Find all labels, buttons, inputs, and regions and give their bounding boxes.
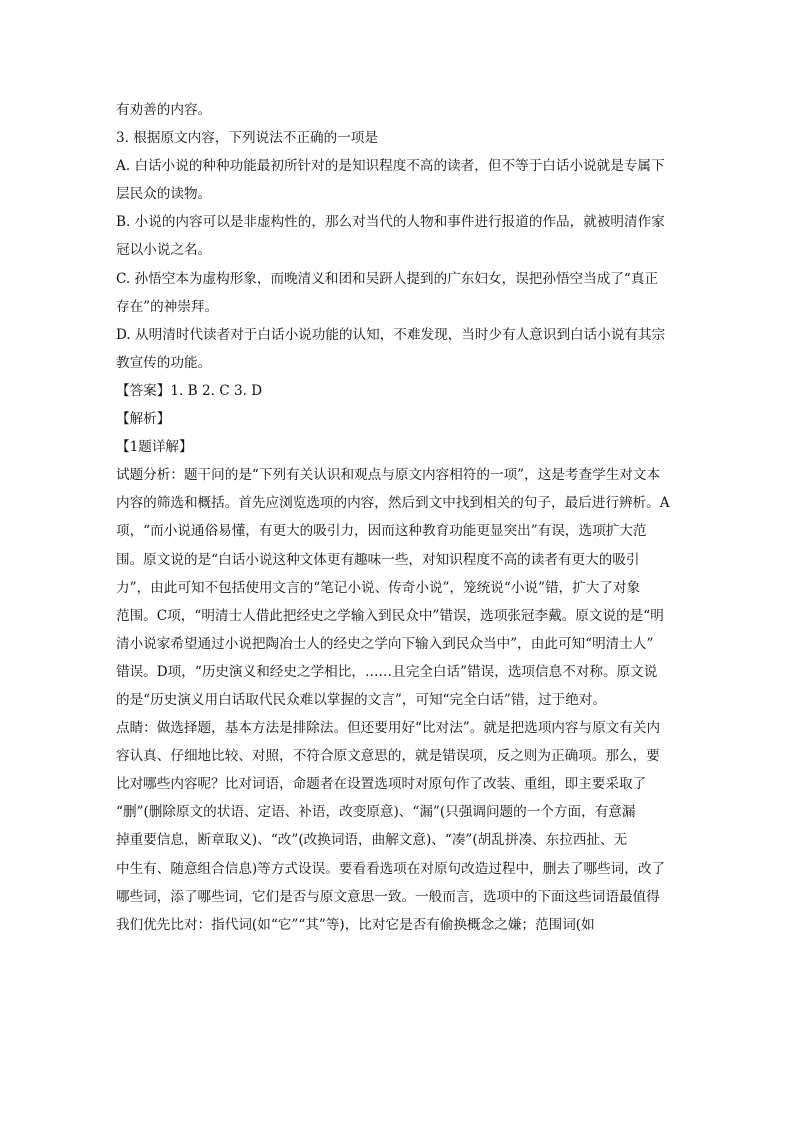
tip-line: 容认真、仔细地比较、对照，不符合原文意思的，就是错误项，反之则为正确项。那么，要	[116, 748, 660, 765]
question-3-stem: 3. 根据原文内容，下列说法不正确的一项是	[116, 130, 378, 147]
tip-line: 中生有、随意组合信息)等方式设误。要看看选项在对原句改造过程中，删去了哪些词，改了	[116, 860, 666, 877]
option-a-line-2: 层民众的读物。	[116, 186, 212, 203]
explanation-line: 清小说家希望通过小说把陶冶士人的经史之学向下输入到民众当中”，由此可知“明清士人”	[116, 635, 654, 652]
explanation-line: 力”，由此可知不包括使用文言的“笔记小说、传奇小说”，笼统说“小说”错，扩大了对象	[116, 579, 641, 596]
explanation-line: 错误。D项，“历史演义和经史之学相比，……且完全白话”错误，选项信息不对称。原文说	[116, 663, 658, 680]
explanation-line: 范围。C项，“明清士人借此把经史之学输入到民众中”错误，选项张冠李戴。原文说的是“明	[116, 607, 664, 624]
tip-line: 我们优先比对：指代词(如“它”“其”等)，比对它是否有偷换概念之嫌；范围词(如	[116, 916, 595, 933]
option-b-line-2: 冠以小说之名。	[116, 242, 212, 259]
answer-line: 【答案】1. B 2. C 3. D	[116, 382, 263, 399]
q1-detail-heading: 【1题详解】	[116, 439, 193, 456]
tip-line: 比对哪些内容呢？比对词语，命题者在设置选项时对原句作了改装、重组，即主要采取了	[116, 776, 647, 793]
explanation-line: 内容的筛选和概括。首先应浏览选项的内容，然后到文中找到相关的句子，最后进行辨析。A	[116, 495, 670, 512]
explanation-line: 试题分析：题干问的是“下列有关认识和观点与原文内容相符的一项”，这是考查学生对文本	[116, 467, 661, 484]
text-line: 有劝善的内容。	[116, 102, 212, 118]
option-d-line-2: 教宣传的功能。	[116, 354, 212, 371]
analysis-heading: 【解析】	[116, 411, 171, 428]
document-page	[116, 96, 680, 939]
tip-line: “删”(删除原文的状语、定语、补语，改变原意)、“漏”(只强调问题的一个方面，有意漏	[116, 804, 636, 821]
tip-line: 哪些词，添了哪些词，它们是否与原文意思一致。一般而言，选项中的下面这些词语最值得	[116, 888, 660, 905]
option-b-line-1: B. 小说的内容可以是非虚构性的，那么对当代的人物和事件进行报道的作品，就被明清作家	[116, 214, 665, 231]
option-a-line-1: A. 白话小说的种种功能最初所针对的是知识程度不高的读者，但不等于白话小说就是专属下	[116, 158, 665, 175]
explanation-line: 围。原文说的是“白话小说这种文体更有趣味一些，对知识程度不高的读者有更大的吸引	[116, 551, 640, 568]
option-c-line-1: C. 孙悟空本为虚构形象，而晚清义和团和吴趼人提到的广东妇女，误把孙悟空当成了“真正	[116, 270, 659, 287]
explanation-line: 项，“而小说通俗易懂，有更大的吸引力，因而这种教育功能更显突出”有误，选项扩大范	[116, 523, 647, 540]
option-d-line-1: D. 从明清时代读者对于白话小说功能的认知，不难发现，当时少有人意识到白话小说有其宗	[116, 326, 666, 343]
explanation-line: 的是“历史演义用白话取代民众难以掌握的文言”，可知“完全白话”错，过于绝对。	[116, 691, 606, 708]
tip-line: 掉重要信息，断章取义)、“改”(改换词语，曲解文意)、“凑”(胡乱拼凑、东拉西扯、无	[116, 832, 628, 849]
tip-line: 点睛：做选择题，基本方法是排除法。但还要用好“比对法”。就是把选项内容与原文有关内	[116, 720, 661, 737]
option-c-line-2: 存在”的神崇拜。	[116, 298, 219, 315]
